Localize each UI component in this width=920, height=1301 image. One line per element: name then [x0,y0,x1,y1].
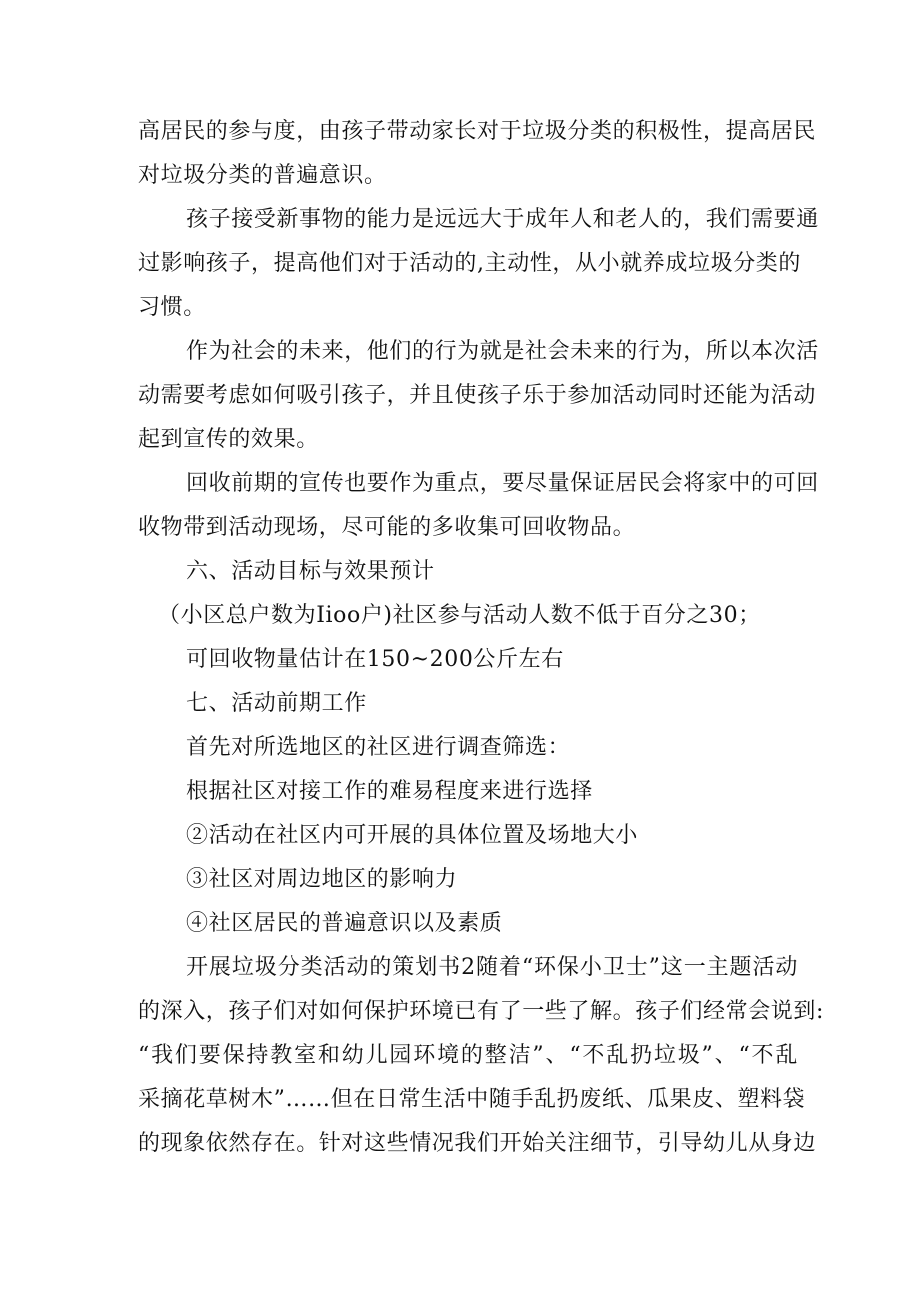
body-text-line: 收物带到活动现场，尽可能的多收集可回收物品。 [138,515,636,540]
body-text-line: 可回收物量估计在150~200公斤左右 [186,647,564,672]
paragraph-first-line: 开展垃圾分类活动的策划书2随着“环保小卫士”这一主题活动 [186,955,798,980]
body-text-line: 高居民的参与度，由孩子带动家长对于垃圾分类的积极性，提高居民 [138,119,817,144]
body-text-line: 习惯。 [138,295,206,320]
body-text-line: 采摘花草树木”……但在日常生活中随手乱扔废纸、瓜果皮、塑料袋 [138,1087,806,1112]
list-item: ②活动在社区内可开展的具体位置及场地大小 [186,823,639,848]
paragraph-first-line: 回收前期的宣传也要作为重点，要尽量保证居民会将家中的可回 [186,471,819,496]
body-text-line: 动需要考虑如何吸引孩子，并且使孩子乐于参加活动同时还能为活动 [138,383,817,408]
paragraph-first-line: 孩子接受新事物的能力是远远大于成年人和老人的，我们需要通 [186,207,819,232]
list-item: ④社区居民的普遍意识以及素质 [186,911,503,936]
body-text-line: 对垃圾分类的普遍意识。 [138,163,387,188]
paragraph-first-line: 作为社会的未来，他们的行为就是社会未来的行为，所以本次活 [186,339,819,364]
section-heading: 七、活动前期工作 [186,691,367,716]
body-text-line: 根据社区对接工作的难易程度来进行选择 [186,779,593,804]
body-text-line: “我们要保持教室和幼儿园环境的整洁”、“不乱扔垃圾”、“不乱 [138,1043,798,1068]
section-heading: 六、活动目标与效果预计 [186,559,435,584]
body-text-line: 的深入，孩子们对如何保护环境已有了一些了解。孩子们经常会说到: [138,999,825,1024]
body-text-line: 首先对所选地区的社区进行调查筛选： [186,735,571,760]
list-item: ③社区对周边地区的影响力 [186,867,458,892]
body-text-line: 起到宣传的效果。 [138,427,319,452]
body-text-line: 的现象依然存在。针对这些情况我们开始关注细节，引导幼儿从身边 [138,1131,817,1156]
body-text-line: 过影响孩子，提高他们对于活动的,主动性，从小就养成垃圾分类的 [138,251,801,276]
body-text-line: （小区总户数为Iioo户)社区参与活动人数不低于百分之30； [158,603,761,628]
